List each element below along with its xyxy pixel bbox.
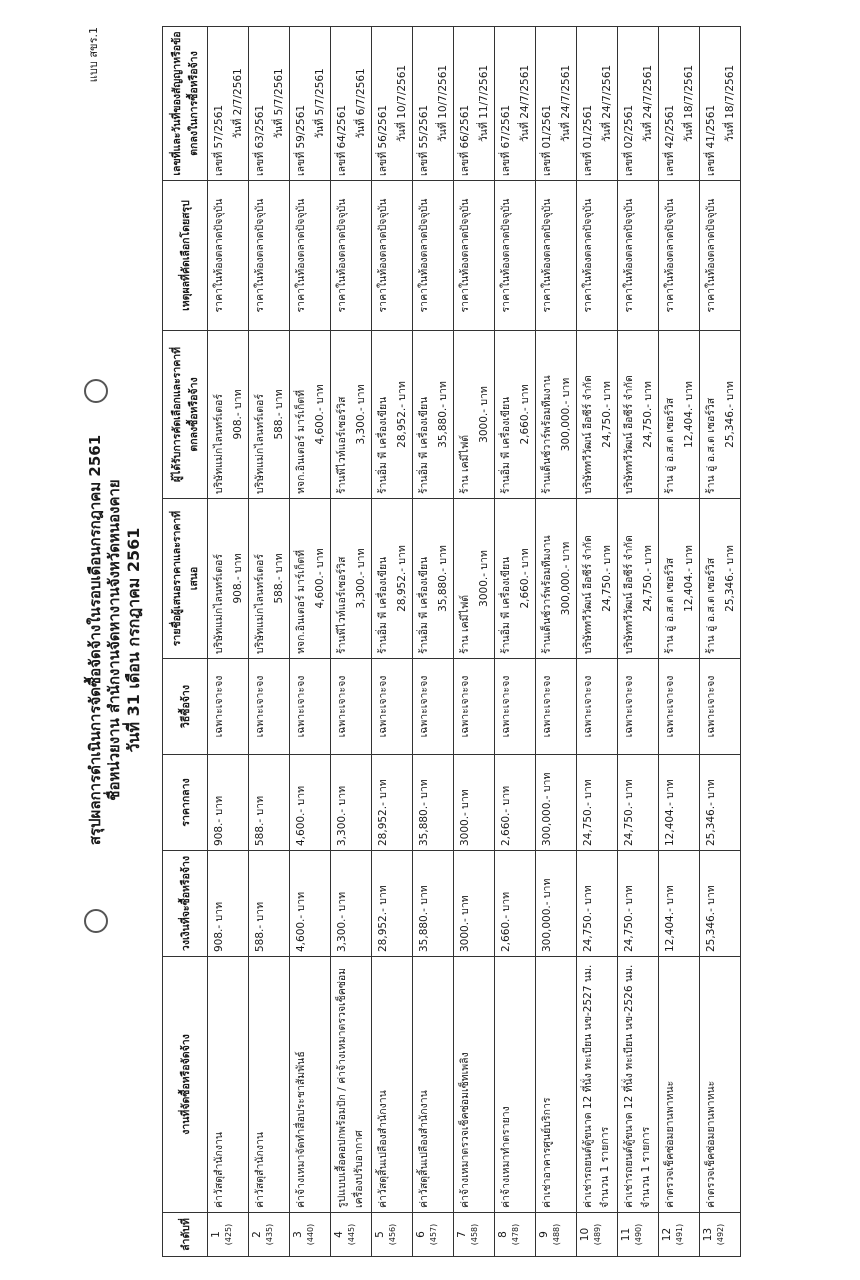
bidders-cell [454,499,495,659]
bidder-name: บริษัทแม่กไลนทร์เตอร์ [213,553,225,654]
contract-cell [577,27,618,181]
item-cell: ค่าวัสดุสำนักงาน [249,957,290,1213]
median-price-cell: 24,750.- บาท [577,755,618,851]
method-cell: เฉพาะเจาะจง [208,659,249,755]
contract-date: วันที่ 5/7/2561 [273,68,285,139]
contract-cell [249,27,290,181]
form-code: แบบ สขร.1 [87,27,100,83]
table-header-row [163,27,208,1257]
table-row [290,27,331,1257]
method-cell: เฉพาะเจาะจง [454,659,495,755]
bidders-cell [659,499,700,659]
bidder-name: ร้านอิ่ม พี เครื่องเขียน [377,556,389,654]
winner-name: หจก.อินเตอร์ มาร์เก็ตที่ [295,389,307,494]
contract-cell [290,27,331,181]
contract-date: วันที่ 18/7/2561 [683,64,695,143]
row-number: 2 [251,1231,263,1238]
winner-cell [700,331,741,499]
winner-price: 25,346.- บาท [724,381,736,448]
bid-price: 25,346.- บาท [724,545,736,612]
row-number-cell [618,1213,659,1257]
bid-price: 4,600.- บาท [314,548,326,609]
winner-cell [208,331,249,499]
item-cell: ค่าวัสดุสิ้นเปลืองสำนักงาน [372,957,413,1213]
bid-price: 24,750.- บาท [642,545,654,612]
contract-date: วันที่ 10/7/2561 [396,64,408,143]
contract-cell [618,27,659,181]
reason-cell: ราคาในท้องตลาดปัจจุบัน [659,181,700,331]
table-row [577,27,618,1257]
winner-name: ร้านอิ่ม พี เครื่องเขียน [500,396,512,494]
row-number: 12 [661,1227,673,1242]
budget-cell: 24,750.- บาท [618,851,659,957]
budget-cell: 4,600.- บาท [290,851,331,957]
bidder-name: ร้าน เคมีไฟต์ [459,594,471,654]
item-cell: ค่าเช่าอาคารศูนย์บริการ [536,957,577,1213]
winner-price: 12,404.- บาท [683,381,695,448]
budget-cell: 28,952.- บาท [372,851,413,957]
row-code: (489) [593,1223,602,1246]
contract-cell [659,27,700,181]
row-number: 8 [497,1231,509,1238]
winner-price: 2,660.- บาท [519,384,531,445]
bidders-cell [331,499,372,659]
contract-cell [454,27,495,181]
bid-price: 300,000.- บาท [560,541,572,616]
winner-price: 28,952.- บาท [396,381,408,448]
document-sheet [80,15,780,1265]
item-cell: ค่าตรวจเช็คซ่อมยานพาหนะ [659,957,700,1213]
bid-price: 908.- บาท [232,553,244,604]
median-price-cell: 908.- บาท [208,755,249,851]
winner-name: ร้าน อู่ อ.ส.ต เซอร์วิส [664,397,676,494]
row-number: 9 [538,1231,550,1238]
row-number-cell [208,1213,249,1257]
contract-cell [331,27,372,181]
row-code: (435) [265,1223,274,1246]
row-number-cell [372,1213,413,1257]
median-price-cell: 24,750.- บาท [618,755,659,851]
winner-price: 35,880.- บาท [437,381,449,448]
row-number-cell [454,1213,495,1257]
row-number: 4 [333,1231,345,1238]
table-row [700,27,741,1257]
contract-date: วันที่ 2/7/2561 [232,68,244,139]
reason-cell: ราคาในท้องตลาดปัจจุบัน [495,181,536,331]
header-reason: เหตุผลที่คัดเลือกโดยสรุป [163,181,208,331]
item-cell: รูปแบบเสื้อคอปกพร้อมปัก / ค่าจ้างเหมาตรวจเช็คซ่อมเครื่องปรับอากาศ [331,957,372,1213]
item-cell: ค่าวัสดุสิ้นเปลืองสำนักงาน [413,957,454,1213]
winner-price: 3000.- บาท [478,386,490,443]
budget-cell: 300,000.- บาท [536,851,577,957]
item-cell: ค่าจ้างเหมาจัดทำสื่อประชาสัมพันธ์ [290,957,331,1213]
row-code: (425) [224,1223,233,1246]
table-row [413,27,454,1257]
bid-price: 3,300.- บาท [355,548,367,609]
budget-cell: 24,750.- บาท [577,851,618,957]
table-row [208,27,249,1257]
row-number: 1 [210,1231,222,1238]
winner-name: บริษัททวีวัฒน์ อีอซีร์ จำกัด [582,375,594,494]
winner-price: 588.- บาท [273,389,285,440]
bidders-cell [290,499,331,659]
contract-date: วันที่ 11/7/2561 [478,64,490,143]
winner-cell [659,331,700,499]
bid-price: 3000.- บาท [478,550,490,607]
row-code: (445) [347,1223,356,1246]
reason-cell: ราคาในท้องตลาดปัจจุบัน [249,181,290,331]
method-cell: เฉพาะเจาะจง [577,659,618,755]
contract-number: เลขที่ 01/2561 [541,104,553,176]
contract-number: เลขที่ 66/2561 [459,104,471,176]
header-method: วิธีซื้อจ้าง [163,659,208,755]
budget-cell: 25,346.- บาท [700,851,741,957]
header-contract: เลขที่และวันที่ของสัญญาหรือข้อตกลงในการซื้อหรือจ้าง [163,27,208,181]
reason-cell: ราคาในท้องตลาดปัจจุบัน [618,181,659,331]
winner-name: บริษัทแม่กไลนทร์เตอร์ [254,393,266,494]
winner-cell [454,331,495,499]
winner-name: ร้านเด็นซ์วาร์พร้อมทีมงาน [541,375,553,494]
method-cell: เฉพาะเจาะจง [413,659,454,755]
table-row [331,27,372,1257]
budget-cell: 2,660.- บาท [495,851,536,957]
method-cell: เฉพาะเจาะจง [618,659,659,755]
winner-price: 300,000.- บาท [560,377,572,452]
title-line-2: ชื่อหน่วยงาน สำนักงานจัดหางานจังหวัดหนองคาย [104,479,123,801]
median-price-cell: 3,300.- บาท [331,755,372,851]
row-number-cell [290,1213,331,1257]
contract-number: เลขที่ 01/2561 [582,104,594,176]
budget-cell: 588.- บาท [249,851,290,957]
bid-price: 28,952.- บาท [396,545,408,612]
winner-price: 908.- บาท [232,389,244,440]
contract-date: วันที่ 6/7/2561 [355,68,367,139]
row-code: (491) [675,1223,684,1246]
header-no: ลำดับที่ [163,1213,208,1257]
method-cell: เฉพาะเจาะจง [700,659,741,755]
bidders-cell [618,499,659,659]
bidder-name: ร้านพีไวท์แอร์เซอร์วิส [336,556,348,654]
title-line-3: วันที่ 31 เดือน กรกฎาคม 2561 [123,527,143,753]
median-price-cell: 28,952.- บาท [372,755,413,851]
reason-cell: ราคาในท้องตลาดปัจจุบัน [208,181,249,331]
row-number-cell [495,1213,536,1257]
winner-name: ร้านอิ่ม พี เครื่องเขียน [377,396,389,494]
row-code: (457) [429,1223,438,1246]
winner-price: 3,300.- บาท [355,384,367,445]
item-cell: ค่าวัสดุสำนักงาน [208,957,249,1213]
row-number-cell [700,1213,741,1257]
contract-date: วันที่ 24/7/2561 [642,64,654,143]
budget-cell: 3000.- บาท [454,851,495,957]
contract-number: เลขที่ 64/2561 [336,104,348,176]
contract-cell [700,27,741,181]
median-price-cell: 588.- บาท [249,755,290,851]
winner-name: บริษัทแม่กไลนทร์เตอร์ [213,393,225,494]
row-number-cell [331,1213,372,1257]
winner-name: บริษัททวีวัฒน์ อีอซีร์ จำกัด [623,375,635,494]
procurement-table [162,26,741,1257]
median-price-cell: 2,660.- บาท [495,755,536,851]
table-row [495,27,536,1257]
contract-cell [208,27,249,181]
row-number-cell [249,1213,290,1257]
median-price-cell: 35,880.- บาท [413,755,454,851]
table-row [372,27,413,1257]
method-cell: เฉพาะเจาะจง [659,659,700,755]
title-block [86,15,144,1265]
method-cell: เฉพาะเจาะจง [372,659,413,755]
bidder-name: ร้าน อู่ อ.ส.ต เซอร์วิส [664,557,676,654]
bidder-name: บริษัททวีวัฒน์ อีอซีร์ จำกัด [582,535,594,654]
method-cell: เฉพาะเจาะจง [495,659,536,755]
winner-cell [618,331,659,499]
budget-cell: 3,300.- บาท [331,851,372,957]
contract-date: วันที่ 18/7/2561 [724,64,736,143]
method-cell: เฉพาะเจาะจง [290,659,331,755]
contract-number: เลขที่ 41/2561 [705,104,717,176]
row-code: (492) [716,1223,725,1246]
winner-name: ร้านพีไวท์แอร์เซอร์วิส [336,396,348,494]
median-price-cell: 3000.- บาท [454,755,495,851]
table-row [618,27,659,1257]
bidder-name: บริษัทแม่กไลนทร์เตอร์ [254,553,266,654]
winner-price: 4,600.- บาท [314,384,326,445]
table-row [659,27,700,1257]
contract-number: เลขที่ 56/2561 [377,104,389,176]
bidders-cell [536,499,577,659]
bidders-cell [249,499,290,659]
bidder-name: ร้าน อู่ อ.ส.ต เซอร์วิส [705,557,717,654]
method-cell: เฉพาะเจาะจง [331,659,372,755]
bidder-name: ร้านอิ่ม พี เครื่องเขียน [418,556,430,654]
contract-number: เลขที่ 57/2561 [213,104,225,176]
bidder-name: ร้านอิ่ม พี เครื่องเขียน [500,556,512,654]
table-row [249,27,290,1257]
contract-number: เลขที่ 55/2561 [418,104,430,176]
contract-number: เลขที่ 02/2561 [623,104,635,176]
bidders-cell [208,499,249,659]
row-code: (488) [552,1223,561,1246]
budget-cell: 35,880.- บาท [413,851,454,957]
median-price-cell: 12,404.- บาท [659,755,700,851]
contract-cell [495,27,536,181]
row-code: (440) [306,1223,315,1246]
header-median: ราคากลาง [163,755,208,851]
bidder-name: ร้านเด็นซ์วาร์พร้อมทีมงาน [541,535,553,654]
bidders-cell [372,499,413,659]
contract-date: วันที่ 10/7/2561 [437,64,449,143]
method-cell: เฉพาะเจาะจง [536,659,577,755]
contract-date: วันที่ 5/7/2561 [314,68,326,139]
winner-cell [290,331,331,499]
header-winner: ผู้ได้รับการคัดเลือกและราคาที่ตกลงซื้อหรือจ้าง [163,331,208,499]
item-cell: ค่าตรวจเช็คซ่อมยานพาหนะ [700,957,741,1213]
row-number: 10 [579,1227,591,1242]
table-row [454,27,495,1257]
row-code: (456) [388,1223,397,1246]
winner-cell [495,331,536,499]
row-number: 3 [292,1231,304,1238]
reason-cell: ราคาในท้องตลาดปัจจุบัน [454,181,495,331]
median-price-cell: 4,600.- บาท [290,755,331,851]
bidder-name: หจก.อินเตอร์ มาร์เก็ตที่ [295,549,307,654]
row-code: (490) [634,1223,643,1246]
reason-cell: ราคาในท้องตลาดปัจจุบัน [372,181,413,331]
budget-cell: 12,404.- บาท [659,851,700,957]
row-code: (458) [470,1223,479,1246]
contract-number: เลขที่ 42/2561 [664,104,676,176]
contract-number: เลขที่ 59/2561 [295,104,307,176]
winner-cell [372,331,413,499]
item-cell: ค่าเช่ารถยนต์ตู้ขนาด 12 ที่นั่ง ทะเบียน นข-2527 นม. จำนวน 1 รายการ [577,957,618,1213]
reason-cell: ราคาในท้องตลาดปัจจุบัน [331,181,372,331]
bidders-cell [413,499,454,659]
row-number: 7 [456,1231,468,1238]
budget-cell: 908.- บาท [208,851,249,957]
contract-cell [372,27,413,181]
contract-date: วันที่ 24/7/2561 [519,64,531,143]
header-budget: วงเงินที่จะซื้อหรือจ้าง [163,851,208,957]
item-cell: ค่าจ้างเหมาตรวจเช็คซ่อมเซ็ทเพลิง [454,957,495,1213]
winner-cell [331,331,372,499]
winner-cell [249,331,290,499]
item-cell: ค่าเช่ารถยนต์ตู้ขนาด 12 ที่นั่ง ทะเบียน นข-2526 นม. จำนวน 1 รายการ [618,957,659,1213]
row-number-cell [413,1213,454,1257]
row-number: 11 [620,1227,632,1242]
method-cell: เฉพาะเจาะจง [249,659,290,755]
reason-cell: ราคาในท้องตลาดปัจจุบัน [290,181,331,331]
row-number: 6 [415,1231,427,1238]
reason-cell: ราคาในท้องตลาดปัจจุบัน [700,181,741,331]
row-number-cell [536,1213,577,1257]
winner-cell [536,331,577,499]
bid-price: 2,660.- บาท [519,548,531,609]
bidder-name: บริษัททวีวัฒน์ อีอซีร์ จำกัด [623,535,635,654]
winner-price: 24,750.- บาท [601,381,613,448]
bidders-cell [495,499,536,659]
row-number-cell [659,1213,700,1257]
item-cell: ค่าจ้างเหมาทำตรายาง [495,957,536,1213]
bid-price: 12,404.- บาท [683,545,695,612]
table-row [536,27,577,1257]
winner-cell [577,331,618,499]
winner-name: ร้าน เคมีไฟต์ [459,434,471,494]
contract-cell [413,27,454,181]
contract-cell [536,27,577,181]
row-number-cell [577,1213,618,1257]
bid-price: 588.- บาท [273,553,285,604]
row-code: (478) [511,1223,520,1246]
winner-name: ร้าน อู่ อ.ส.ต เซอร์วิส [705,397,717,494]
title-line-1: สรุปผลการดำเนินการจัดซื้อจัดจ้างในรอบเดือนกรกฎาคม 2561 [86,434,104,846]
reason-cell: ราคาในท้องตลาดปัจจุบัน [413,181,454,331]
header-item: งานที่จัดซื้อหรือจัดจ้าง [163,957,208,1213]
bidders-cell [577,499,618,659]
row-number: 13 [702,1227,714,1242]
contract-number: เลขที่ 63/2561 [254,104,266,176]
header-bidders: รายชื่อผู้เสนอราคาและราคาที่เสนอ [163,499,208,659]
bidders-cell [700,499,741,659]
winner-name: ร้านอิ่ม พี เครื่องเขียน [418,396,430,494]
contract-number: เลขที่ 67/2561 [500,104,512,176]
contract-date: วันที่ 24/7/2561 [601,64,613,143]
winner-cell [413,331,454,499]
median-price-cell: 25,346.- บาท [700,755,741,851]
reason-cell: ราคาในท้องตลาดปัจจุบัน [536,181,577,331]
row-number: 5 [374,1231,386,1238]
reason-cell: ราคาในท้องตลาดปัจจุบัน [577,181,618,331]
bid-price: 24,750.- บาท [601,545,613,612]
median-price-cell: 300,000.- บาท [536,755,577,851]
bid-price: 35,880.- บาท [437,545,449,612]
contract-date: วันที่ 24/7/2561 [560,64,572,143]
winner-price: 24,750.- บาท [642,381,654,448]
